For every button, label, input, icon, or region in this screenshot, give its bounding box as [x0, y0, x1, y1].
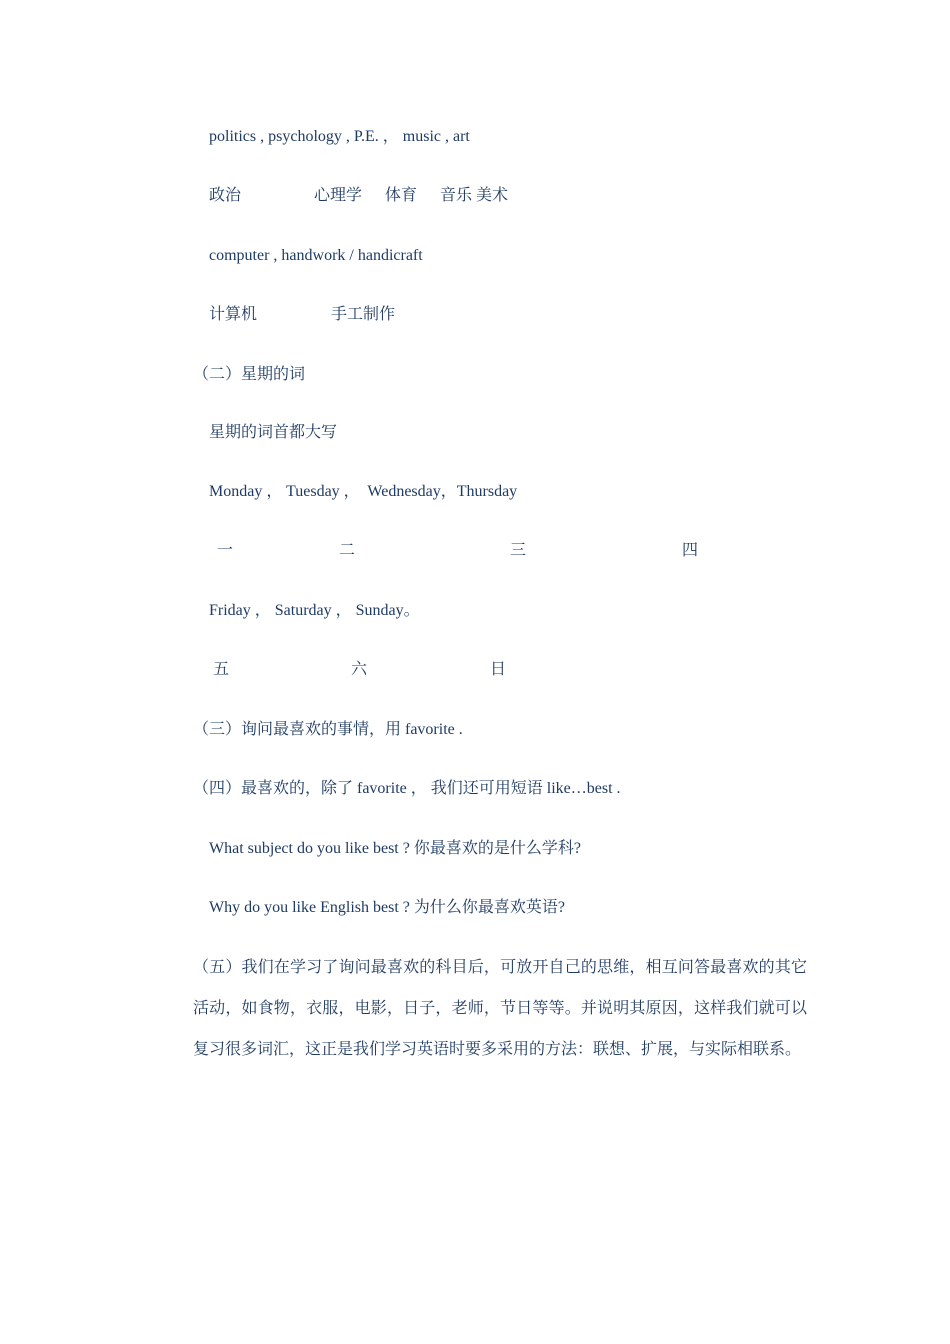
weekdays-english-line-1: Monday ， Tuesday ， Wednesday，Thursday	[209, 483, 518, 500]
subjects-english-line-2: politics , psychology , P.E. ， music , art	[209, 128, 470, 145]
example-sentence-subject: What subject do you like best ? 你最喜欢的是什么学科?	[209, 840, 581, 857]
section-heading-like-best: （四）最喜欢的，除了 favorite ， 我们还可用短语 like…best .	[193, 780, 621, 797]
subjects-english-line-3: computer , handwork / handicraft	[209, 247, 423, 264]
subject-chinese-psychology: 心理学	[314, 187, 363, 204]
weekday-chinese-friday: 五	[213, 661, 230, 678]
section-paragraph-practice: （五）我们在学习了询问最喜欢的科目后，可放开自己的思维，相互问答最喜欢的其它活动，如食物，衣服，电影，日子，老师，节日等等。并说明其原因，这样我们就可以复习很多词汇，这正是我们学习英语时要多采用的方法：联想、扩展，与实际相联系。	[193, 959, 807, 1058]
weekday-chinese-thursday: 四	[682, 542, 699, 559]
weekday-chinese-saturday: 六	[351, 661, 368, 678]
weekday-capitalization-note: 星期的词首都大写	[209, 424, 338, 441]
section-heading-weekdays: （二）星期的词	[193, 366, 306, 383]
subject-chinese-pe: 体育	[385, 187, 418, 204]
subject-chinese-handwork: 手工制作	[331, 306, 396, 323]
weekday-chinese-tuesday: 二	[339, 542, 356, 559]
subject-chinese-politics: 政治	[209, 187, 242, 204]
subject-chinese-computer: 计算机	[209, 306, 258, 323]
weekday-chinese-wednesday: 三	[510, 542, 527, 559]
example-sentence-english: Why do you like English best ? 为什么你最喜欢英语?	[209, 899, 565, 916]
section-heading-favorite: （三）询问最喜欢的事情，用 favorite .	[193, 721, 463, 738]
weekdays-english-line-2: Friday ， Saturday ， Sunday。	[209, 602, 420, 619]
subject-chinese-music-art: 音乐 美术	[440, 187, 509, 204]
weekday-chinese-monday: 一	[217, 542, 234, 559]
weekday-chinese-sunday: 日	[490, 661, 507, 678]
